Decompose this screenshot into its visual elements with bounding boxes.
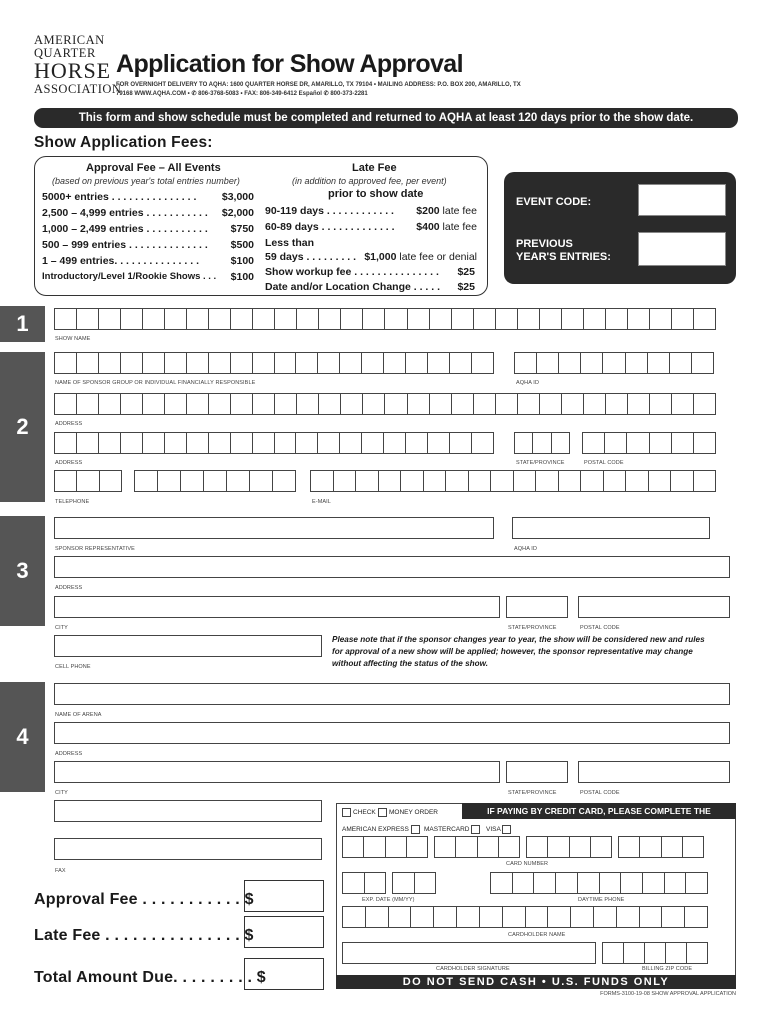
rep-city-input[interactable] (54, 596, 500, 618)
arena-postal-input[interactable] (578, 761, 730, 783)
address-label: ADDRESS (55, 460, 83, 466)
approval-fee-amount: $750 (230, 223, 254, 235)
visa-label: VISA (486, 826, 501, 834)
late-fee-suffix: late fee (442, 205, 477, 217)
header-address-line-1: FOR OVERNIGHT DELIVERY TO AQHA: 1600 QUARTER HORSE DR, AMARILLO, TX 79104 • MAILING ADDRESS: P.O. BOX 200, AMARILLO, TX (116, 82, 521, 88)
sponsor-name-label: NAME OF SPONSOR GROUP OR INDIVIDUAL FINANCIALLY RESPONSIBLE (55, 380, 256, 386)
money-order-checkbox[interactable] (378, 808, 387, 817)
late-fee-heading: Late Fee (352, 162, 397, 174)
card-number-group-2[interactable] (434, 836, 520, 858)
previous-entries-label-line: YEAR'S ENTRIES: (516, 251, 611, 263)
late-fee-suffix: late fee (442, 221, 477, 233)
approval-fee-amount: $500 (230, 239, 254, 251)
fees-heading: Show Application Fees: (34, 134, 213, 151)
card-number-group-4[interactable] (618, 836, 704, 858)
cardholder-name-input[interactable] (342, 906, 708, 928)
late-fee-label: 60-89 days . . . . . . . . . . . . . (265, 221, 395, 233)
sponsor-rep-input[interactable] (54, 517, 494, 539)
exp-year-input[interactable] (392, 872, 436, 894)
approval-fee-amount: $100 (230, 271, 254, 283)
rep-postal-input[interactable] (578, 596, 730, 618)
rep-address-input[interactable] (54, 556, 730, 578)
sponsor-name-input[interactable] (54, 352, 494, 374)
aqha-id-label: AQHA ID (516, 380, 540, 386)
address-label: ADDRESS (55, 585, 83, 591)
daytime-phone-input[interactable] (490, 872, 708, 894)
aqha-id-label: AQHA ID (514, 546, 538, 552)
show-name-label: SHOW NAME (55, 336, 91, 342)
late-fee-label: Show workup fee . . . . . . . . . . . . . . . (265, 266, 439, 278)
approval-fee-heading: Approval Fee – All Events (86, 162, 221, 174)
sponsor-change-note: Please note that if the sponsor changes year to year, the show will be considered new and rules for approval of a new show will be applied; however, the sponsor representative may change without affecting the status of the show. (332, 635, 705, 668)
sponsor-postal-input[interactable] (582, 432, 716, 454)
cardholder-signature-input[interactable] (342, 942, 596, 964)
sponsor-aqha-id-input[interactable] (514, 352, 714, 374)
check-checkbox[interactable] (342, 808, 351, 817)
email-input[interactable] (310, 470, 716, 492)
check-option[interactable] (342, 808, 376, 817)
late-fee-row (265, 251, 477, 263)
address-label: ADDRESS (55, 751, 83, 757)
approval-fee-row (42, 223, 254, 235)
daytime-phone-label: DAYTIME PHONE (578, 897, 625, 903)
rep-aqha-id-input[interactable] (512, 517, 710, 539)
visa-checkbox[interactable] (502, 825, 511, 834)
late-fee-amount: $25 (457, 266, 475, 278)
cardholder-signature-label: CARDHOLDER SIGNATURE (436, 966, 510, 972)
approval-fee-total-input[interactable] (244, 880, 324, 912)
check-label: CHECK (353, 809, 376, 817)
approval-fee-row (42, 271, 254, 282)
city-label: CITY (55, 790, 68, 796)
email-label: E-MAIL (312, 499, 331, 505)
rep-state-input[interactable] (506, 596, 568, 618)
arena-city-input[interactable] (54, 761, 500, 783)
mastercard-label: MASTERCARD (424, 826, 470, 834)
sponsor-address-2-input[interactable] (54, 432, 494, 454)
form-code: FORMS-3100-19-08 SHOW APPROVAL APPLICATION (600, 991, 736, 997)
arena-name-label: NAME OF ARENA (55, 712, 102, 718)
approval-fee-amount: $2,000 (221, 207, 254, 219)
approval-fee-amount: $3,000 (221, 191, 254, 203)
approval-fee-subheading: (based on previous year's total entries number) (52, 176, 240, 186)
fax-label: FAX (55, 868, 66, 874)
sponsor-state-input[interactable] (514, 432, 570, 454)
money-order-option[interactable] (378, 808, 438, 817)
approval-fee-row (42, 207, 254, 219)
late-fee-subheading: (in addition to approved fee, per event) (292, 176, 447, 186)
approval-fee-label: 2,500 – 4,999 entries . . . . . . . . . . . (42, 207, 208, 219)
aqha-logo (34, 33, 122, 96)
event-code-label: EVENT CODE: (516, 196, 592, 208)
approval-fee-row (42, 255, 254, 267)
late-fee-total-label: Late Fee . . . . . . . . . . . . . . . $ (34, 927, 254, 944)
billing-zip-input[interactable] (602, 942, 708, 964)
late-fee-row: Less than (265, 237, 315, 249)
page-title: Application for Show Approval (116, 50, 463, 78)
late-fee-row (265, 266, 475, 278)
amex-label: AMERICAN EXPRESS (342, 826, 409, 834)
arena-state-input[interactable] (506, 761, 568, 783)
cell-phone-label: CELL PHONE (55, 664, 91, 670)
approval-fee-label: 5000+ entries . . . . . . . . . . . . . . . (42, 191, 197, 203)
approval-fee-label: 1,000 – 2,499 entries . . . . . . . . . . . (42, 223, 208, 235)
section-4-tab: 4 (0, 682, 45, 792)
cell-phone-input[interactable] (54, 635, 322, 657)
late-fee-amount: $1,000 (364, 251, 397, 263)
deadline-banner: This form and show schedule must be completed and returned to AQHA at least 120 days prior to the show date. (34, 108, 738, 128)
logo-line-association: ASSOCIATION (34, 82, 122, 96)
billing-zip-label: BILLING ZIP CODE (642, 966, 693, 972)
address-label: ADDRESS (55, 421, 83, 427)
logo-line-american: AMERICAN (34, 33, 105, 47)
approval-fee-row (42, 239, 254, 251)
late-fee-label: 90-119 days . . . . . . . . . . . . (265, 205, 394, 217)
postal-label: POSTAL CODE (580, 790, 620, 796)
late-fee-amount: $400 (416, 221, 440, 233)
section-1-tab: 1 (0, 306, 45, 342)
state-label: STATE/PROVINCE (508, 625, 557, 631)
state-label: STATE/PROVINCE (516, 460, 565, 466)
arena-name-input[interactable] (54, 683, 730, 705)
postal-label: POSTAL CODE (584, 460, 624, 466)
credit-card-heading: IF PAYING BY CREDIT CARD, PLEASE COMPLETE THE FOLLOWING: (462, 803, 736, 819)
event-code-input[interactable] (638, 184, 726, 216)
telephone-input[interactable] (134, 470, 296, 492)
previous-entries-label-line: PREVIOUS (516, 238, 573, 250)
visa-option[interactable] (486, 825, 513, 834)
late-fee-label: 59 days . . . . . . . . . (265, 251, 357, 263)
logo-line-quarter: QUARTER (34, 45, 96, 60)
mastercard-option[interactable] (424, 825, 482, 834)
previous-entries-label (516, 238, 611, 264)
arena-address-input[interactable] (54, 722, 730, 744)
approval-fee-amount: $100 (230, 255, 254, 267)
card-number-label: CARD NUMBER (506, 861, 549, 867)
previous-entries-input[interactable] (638, 232, 726, 266)
logo-line-horse: HORSE (34, 58, 112, 83)
postal-label: POSTAL CODE (580, 625, 620, 631)
approval-fee-row (42, 191, 254, 203)
mastercard-checkbox[interactable] (471, 825, 480, 834)
approval-fee-label: 1 – 499 entries. . . . . . . . . . . . . . . (42, 255, 199, 267)
section-3-tab: 3 (0, 516, 45, 626)
late-fee-total-input[interactable] (244, 916, 324, 948)
sponsor-address-input[interactable] (54, 393, 716, 415)
approval-fee-label: 500 – 999 entries . . . . . . . . . . . . . . (42, 239, 208, 251)
late-fee-amount: $25 (457, 281, 475, 293)
telephone-area-input[interactable] (54, 470, 122, 492)
telephone-label: TELEPHONE (55, 499, 90, 505)
header-address-line-2: 79168 WWW.AQHA.COM • ✆ 806-3768-5083 • FAX: 806-349-6412 Español ✆ 800-373-2281 (116, 91, 368, 97)
funds-notice: DO NOT SEND CASH • U.S. FUNDS ONLY (336, 975, 736, 989)
amex-option[interactable] (342, 825, 422, 834)
card-number-group-3[interactable] (526, 836, 612, 858)
arena-phone-input[interactable] (54, 800, 322, 822)
amex-checkbox[interactable] (411, 825, 420, 834)
fax-input[interactable] (54, 838, 322, 860)
city-label: CITY (55, 625, 68, 631)
sponsor-rep-label: SPONSOR REPRESENTATIVE (55, 546, 135, 552)
late-fee-subheading-2: prior to show date (328, 188, 424, 200)
late-fee-row (265, 205, 477, 217)
late-fee-suffix: late fee or denial (399, 251, 477, 263)
late-fee-row (265, 221, 477, 233)
late-fee-label: Date and/or Location Change . . . . . (265, 281, 441, 293)
cardholder-name-label: CARDHOLDER NAME (508, 932, 566, 938)
card-number-group-1[interactable] (342, 836, 428, 858)
approval-fee-label: Introductory/Level 1/Rookie Shows . . . (42, 271, 217, 282)
show-name-input[interactable] (54, 308, 716, 330)
total-amount-label: Total Amount Due. . . . . . . . . $ (34, 969, 266, 986)
approval-fee-total-label: Approval Fee . . . . . . . . . . . $ (34, 891, 254, 908)
section-2-tab: 2 (0, 352, 45, 502)
late-fee-row (265, 281, 475, 293)
exp-date-label: EXP. DATE (MM/YY) (362, 897, 415, 903)
late-fee-amount: $200 (416, 205, 440, 217)
money-order-label: MONEY ORDER (389, 809, 438, 817)
total-amount-input[interactable] (244, 958, 324, 990)
exp-month-input[interactable] (342, 872, 386, 894)
state-label: STATE/PROVINCE (508, 790, 557, 796)
